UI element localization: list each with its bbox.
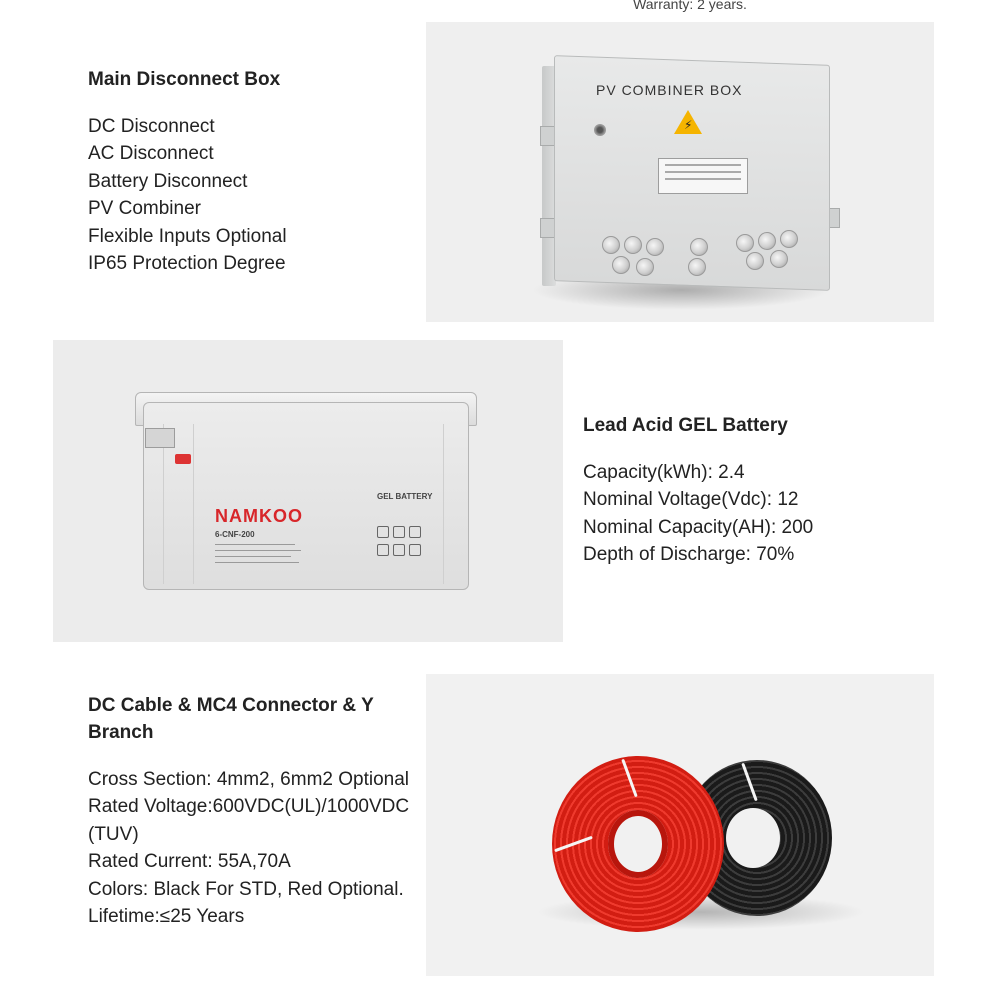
list-item: DC Disconnect <box>88 116 215 137</box>
list-item: Colors: Black For STD, Red Optional. <box>88 878 404 900</box>
cable-gland <box>780 230 798 248</box>
list-item: Flexible Inputs Optional <box>88 225 287 247</box>
battery-terminal-cap <box>175 454 191 464</box>
hazard-icon <box>393 544 405 556</box>
spec-list <box>583 459 903 569</box>
battery-model: 6-CNF-200 <box>215 530 255 539</box>
cable-gland <box>736 234 754 252</box>
notice-plate <box>658 158 748 194</box>
cable-coils-image <box>426 674 934 976</box>
battery-image <box>53 340 563 642</box>
recycle-icon <box>393 526 405 538</box>
list-item: IP65 Protection Degree <box>88 253 286 275</box>
list-item: Rated Current: 55A,70A <box>88 851 291 873</box>
recycle-icon <box>409 526 421 538</box>
list-item: Nominal Voltage(Vdc): 12 <box>583 489 799 511</box>
section-title: Main Disconnect Box <box>88 69 281 90</box>
battery-spec-line <box>215 556 291 557</box>
cable-gland <box>646 238 664 256</box>
battery-rib <box>163 424 164 584</box>
cable-gland <box>636 258 654 276</box>
box-label: PV COMBINER BOX <box>596 82 743 98</box>
section-dc-cable <box>88 692 418 930</box>
battery-spec-line <box>215 550 301 551</box>
section-gel-battery <box>583 412 903 569</box>
lightning-icon: ⚡ <box>684 118 693 132</box>
battery-spec-line <box>215 562 299 563</box>
cable-gland <box>746 252 764 270</box>
list-item: Nominal Capacity(AH): 200 <box>583 516 814 538</box>
cable-gland <box>758 232 776 250</box>
battery-rib <box>193 424 194 584</box>
battery-rib <box>443 424 444 584</box>
list-item: AC Disconnect <box>88 143 214 165</box>
section-disconnect-box <box>88 66 408 277</box>
combiner-box-image <box>426 22 934 322</box>
battery-terminal <box>145 428 175 448</box>
coil-center <box>608 810 668 878</box>
list-item: Battery Disconnect <box>88 170 248 192</box>
spec-list <box>88 113 408 277</box>
section-title: Lead Acid GEL Battery <box>583 415 788 436</box>
cable-gland <box>690 238 708 256</box>
battery-spec-line <box>215 544 295 545</box>
cable-gland <box>624 236 642 254</box>
battery-type: GEL BATTERY <box>377 492 433 501</box>
list-item: Rated Voltage:600VDC(UL)/1000VDC(TUV) <box>88 796 410 845</box>
section-title: DC Cable & MC4 Connector & Y Branch <box>88 695 374 743</box>
cable-gland <box>612 256 630 274</box>
hazard-icon <box>409 544 421 556</box>
list-item: Lifetime:≤25 Years <box>88 906 245 928</box>
lock-icon <box>594 124 606 136</box>
list-item: Depth of Discharge: 70% <box>583 544 795 566</box>
hazard-icon <box>377 544 389 556</box>
recycle-icon <box>377 526 389 538</box>
spec-list <box>88 766 418 930</box>
warranty-note: Warranty: 2 years. <box>633 0 747 12</box>
coil-center <box>726 808 780 868</box>
battery-brand: NAMKOO <box>215 506 303 526</box>
list-item: Capacity(kWh): 2.4 <box>583 462 745 483</box>
cable-gland <box>602 236 620 254</box>
list-item: PV Combiner <box>88 198 201 220</box>
list-item: Cross Section: 4mm2, 6mm2 Optional <box>88 769 410 790</box>
cable-gland <box>688 258 706 276</box>
cable-gland <box>770 250 788 268</box>
